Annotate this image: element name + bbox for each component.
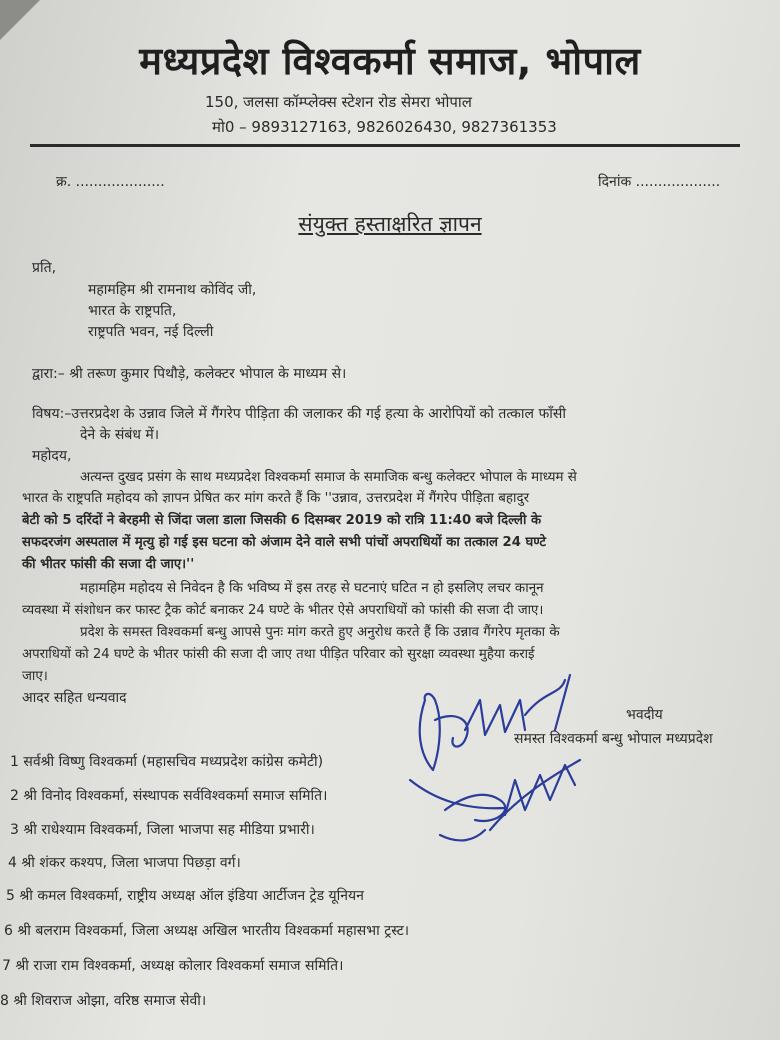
paragraph-1-line-4: सफदरजंग अस्पताल में मृत्यु हो गई इस घटना को अंजाम देने वाले सभी पांचों अपराधियों का तत्काल 24 घण्टे bbox=[22, 535, 547, 550]
closing-from: समस्त विश्वकर्मा बन्धु भोपाल मध्यप्रदेश bbox=[514, 731, 713, 747]
signatory-8: 8 श्री शिवराज ओझा, वरिष्ठ समाज सेवी। bbox=[0, 993, 207, 1009]
signatory-3: 3 श्री राधेश्याम विश्वकर्मा, जिला भाजपा सह मीडिया प्रभारी। bbox=[10, 822, 315, 838]
reference-number: क्र. .................... bbox=[56, 174, 165, 190]
paragraph-1-line-3: बेटी को 5 दरिंदों ने बेरहमी से जिंदा जला डाला जिसकी 6 दिसम्बर 2019 को रात्रि 11:40 बजे दिल्ली के bbox=[22, 513, 542, 528]
paragraph-1-line-1: अत्यन्त दुखद प्रसंग के साथ मध्यप्रदेश विश्वकर्मा समाज के समाजिक बन्धु कलेक्टर भोपाल के माध्यम से bbox=[80, 470, 577, 485]
organization-name: मध्यप्रदेश विश्वकर्मा समाज, भोपाल bbox=[139, 39, 641, 83]
organization-address: 150, जलसा कॉम्प्लेक्स स्टेशन रोड सेमरा भोपाल bbox=[205, 93, 472, 111]
prati-label: प्रति, bbox=[32, 260, 57, 276]
paragraph-3-line-2: अपराधियों को 24 घण्टे के भीतर फांसी की सजा दी जाए तथा पीड़ित परिवार को सुरक्षा व्यवस्था मुहैया कराई bbox=[22, 647, 535, 662]
addressee-line-1: महामहिम श्री रामनाथ कोविंद जी, bbox=[88, 282, 257, 298]
closing-bhavdiya: भवदीय bbox=[626, 707, 663, 723]
signatory-5: 5 श्री कमल विश्वकर्मा, राष्ट्रीय अध्यक्ष ऑल इंडिया आर्टीजन ट्रेड यूनियन bbox=[6, 888, 364, 904]
paragraph-3-line-3: जाए। bbox=[22, 669, 48, 684]
subject-line-2: देने के संबंध में। bbox=[80, 427, 160, 443]
via-line: द्वारा:– श्री तरूण कुमार पिथौड़े, कलेक्टर भोपाल के माध्यम से। bbox=[32, 366, 347, 382]
signatory-2: 2 श्री विनोद विश्वकर्मा, संस्थापक सर्वविश्वकर्मा समाज समिति। bbox=[10, 788, 328, 804]
paragraph-1-line-5: की भीतर फांसी की सजा दी जाए।'' bbox=[22, 557, 195, 572]
document-title: संयुक्त हस्ताक्षरित ज्ञापन bbox=[298, 212, 482, 236]
signatory-6: 6 श्री बलराम विश्वकर्मा, जिला अध्यक्ष अखिल भारतीय विश्वकर्मा महासभा ट्रस्ट। bbox=[4, 923, 410, 939]
signatory-7: 7 श्री राजा राम विश्वकर्मा, अध्यक्ष कोलार विश्वकर्मा समाज समिति। bbox=[2, 958, 344, 974]
paragraph-3-line-1: प्रदेश के समस्त विश्वकर्मा बन्धु आपसे पुनः मांग करते हुए अनुरोध करते हैं कि उन्नाव गैंगरेप मृतका के bbox=[80, 625, 560, 640]
signatory-4: 4 श्री शंकर कश्यप, जिला भाजपा पिछड़ा वर्ग। bbox=[8, 855, 241, 871]
handwritten-signature bbox=[405, 660, 625, 860]
signatory-1: 1 सर्वश्री विष्णु विश्वकर्मा (महासचिव मध्यप्रदेश कांग्रेस कमेटी) bbox=[10, 754, 324, 770]
addressee-line-2: भारत के राष्ट्रपति, bbox=[88, 303, 177, 319]
paragraph-2-line-1: महामहिम महोदय से निवेदन है कि भविष्य में इस तरह से घटनाएं घटित न हो इसलिए लचर कानून bbox=[80, 581, 544, 596]
subject-line-1: विषय:–उत्तरप्रदेश के उन्नाव जिले में गैंगरेप पीड़िता की जलाकर की गई हत्या के आरोपियों को तत्काल फाँसी bbox=[32, 406, 566, 422]
paragraph-2-line-2: व्यवस्था में संशोधन कर फास्ट ट्रैक कोर्ट बनाकर 24 घण्टे के भीतर ऐसे अपराधियों को फांसी की सजा दी जाए। bbox=[22, 603, 544, 618]
closing-thanks: आदर सहित धन्यवाद bbox=[22, 690, 127, 706]
date-field: दिनांक ................... bbox=[598, 174, 721, 190]
header-divider bbox=[30, 144, 740, 147]
organization-phone: मो0 – 9893127163, 9826026430, 9827361353 bbox=[212, 118, 557, 136]
addressee-line-3: राष्ट्रपति भवन, नई दिल्ली bbox=[88, 324, 214, 340]
paragraph-1-line-2: भारत के राष्ट्रपति महोदय को ज्ञापन प्रेषित कर मांग करते हैं कि ''उन्नाव, उत्तरप्रदेश में गैंगरेप पीड़िता बहादुर bbox=[22, 491, 530, 506]
salutation: महोदय, bbox=[32, 448, 72, 464]
